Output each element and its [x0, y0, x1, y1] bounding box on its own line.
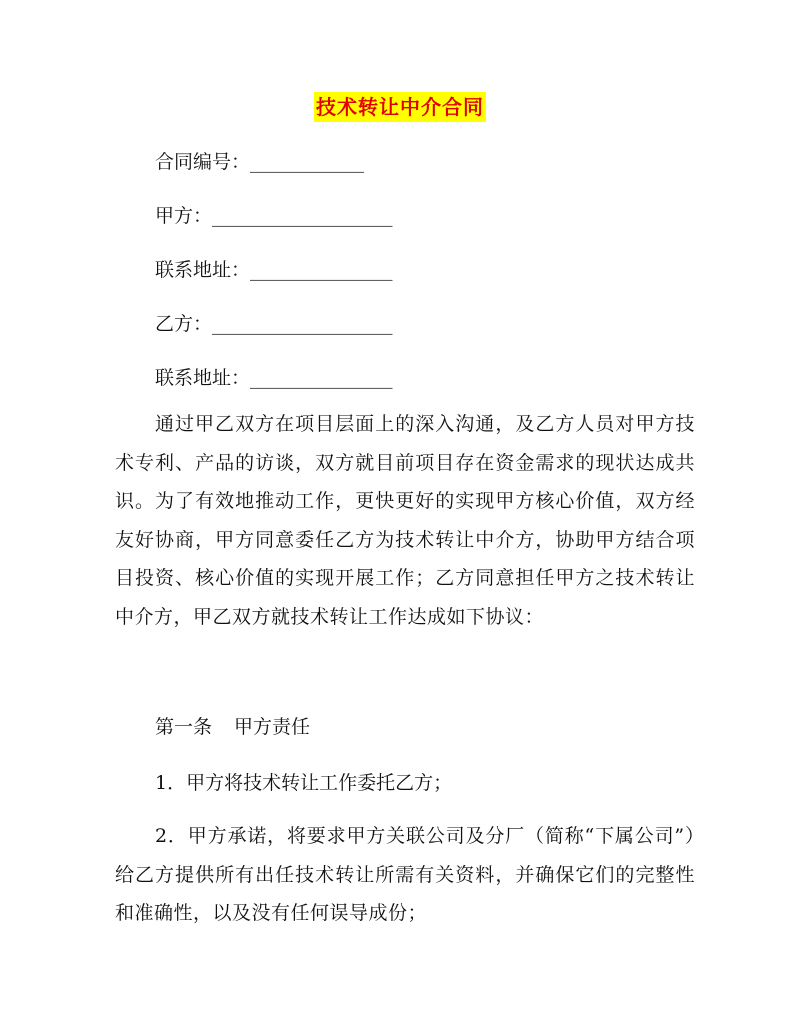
field-label: 合同编号：	[155, 151, 251, 173]
party-a-field	[155, 201, 393, 231]
article-1-heading	[155, 712, 310, 742]
party-b-field	[155, 309, 393, 339]
clause-item-1	[155, 768, 452, 798]
title-container	[0, 92, 800, 122]
field-blank: _______________	[250, 259, 393, 281]
field-blank: ___________________	[212, 313, 393, 335]
article-number: 第一条	[155, 716, 213, 738]
field-blank: _______________	[250, 367, 393, 389]
document-title: 技术转让中介合同	[314, 92, 486, 122]
field-blank: ____________	[250, 151, 365, 173]
clause-item-2: 2．甲方承诺，将要求甲方关联公司及分厂（简称“下属公司”）给乙方提供所有出任技术转让所需有关资料，并确保它们的完整性和准确性，以及没有任何误导成份；	[115, 825, 695, 924]
contract-number-field	[155, 147, 364, 177]
field-blank: ___________________	[212, 205, 393, 227]
field-label: 联系地址：	[155, 367, 251, 389]
field-label: 乙方：	[155, 313, 213, 335]
field-label: 联系地址：	[155, 259, 251, 281]
clause-text: 1．甲方将技术转让工作委托乙方；	[155, 772, 453, 794]
intro-paragraph: 通过甲乙双方在项目层面上的深入沟通，及乙方人员对甲方技术专利、产品的访谈，双方就目前项目存在资金需求的现状达成共识。为了有效地推动工作，更快更好的实现甲方核心价值，双方经友好协商，甲方同意委任乙方为技术转让中介方，协助甲方结合项目投资、核心价值的实现开展工作；乙方同意担任甲方之技术转让中介方，甲乙双方就技术转让工作达成如下协议：	[115, 413, 695, 628]
party-b-address-field	[155, 363, 393, 393]
field-label: 甲方：	[155, 205, 213, 227]
party-a-address-field	[155, 255, 393, 285]
article-heading: 甲方责任	[234, 716, 311, 738]
